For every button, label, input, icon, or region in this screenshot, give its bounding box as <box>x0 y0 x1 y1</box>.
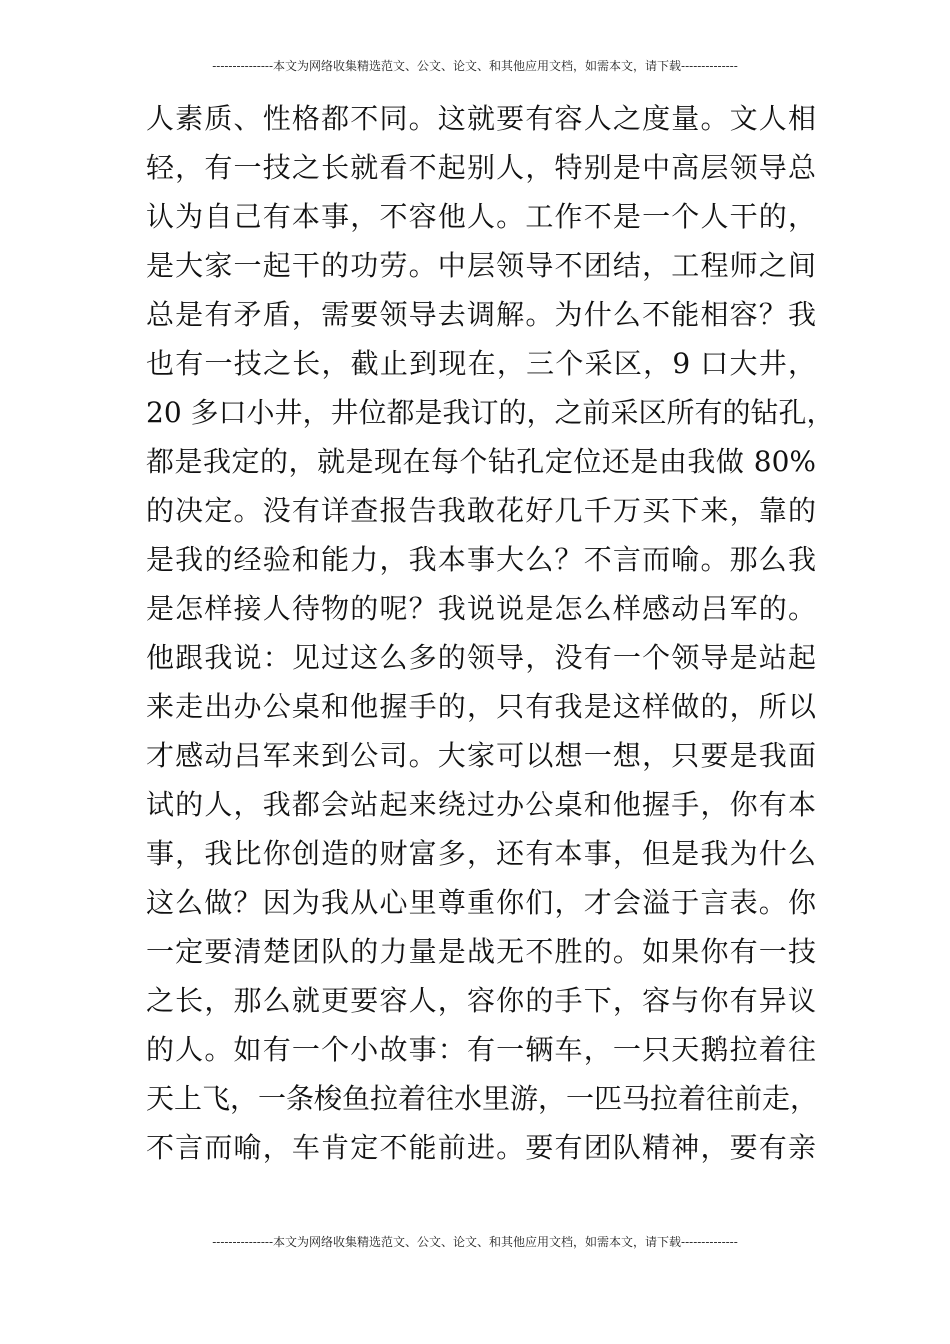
text-line: 是怎样接人待物的呢？我说说是怎么样感动吕军的。 <box>146 592 816 625</box>
text-line: 20 多口小井，井位都是我订的，之前采区所有的钻孔， <box>146 396 835 429</box>
text-line: 来走出办公桌和他握手的，只有我是这样做的，所以 <box>146 690 816 723</box>
text-line: 的人。如有一个小故事：有一辆车，一只天鹅拉着往 <box>146 1033 816 1066</box>
text-line: 都是我定的，就是现在每个钻孔定位还是由我做 80% <box>146 445 816 478</box>
page-header: ---------------本文为网络收集精选范文、公文、论文、和其他应用文档，如需本文，请下载-------------- <box>212 59 738 73</box>
text-line: 之长，那么就更要容人，容你的手下，容与你有异议 <box>146 984 816 1017</box>
text-line: 是我的经验和能力，我本事大么？不言而喻。那么我 <box>146 543 816 576</box>
text-line: 才感动吕军来到公司。大家可以想一想，只要是我面 <box>146 739 816 772</box>
text-line: 不言而喻，车肯定不能前进。要有团队精神，要有亲 <box>146 1131 816 1164</box>
text-line: 他跟我说：见过这么多的领导，没有一个领导是站起 <box>146 641 816 674</box>
text-line: 事，我比你创造的财富多，还有本事，但是我为什么 <box>146 837 816 870</box>
text-line: 认为自己有本事，不容他人。工作不是一个人干的， <box>146 200 816 233</box>
body-text <box>146 94 835 1172</box>
text-line: 天上飞，一条梭鱼拉着往水里游，一匹马拉着往前走， <box>146 1082 819 1115</box>
text-line: 总是有矛盾，需要领导去调解。为什么不能相容？我 <box>146 298 816 331</box>
text-line: 试的人，我都会站起来绕过办公桌和他握手，你有本 <box>146 788 816 821</box>
text-line: 人素质、性格都不同。这就要有容人之度量。文人相 <box>146 102 816 135</box>
page-footer: ---------------本文为网络收集精选范文、公文、论文、和其他应用文档，如需本文，请下载-------------- <box>212 1235 738 1249</box>
text-line: 的决定。没有详查报告我敢花好几千万买下来，靠的 <box>146 494 816 527</box>
text-line: 轻，有一技之长就看不起别人，特别是中高层领导总 <box>146 151 816 184</box>
text-line: 也有一技之长，截止到现在，三个采区，9 口大井， <box>146 347 816 380</box>
text-line: 一定要清楚团队的力量是战无不胜的。如果你有一技 <box>146 935 816 968</box>
text-line: 是大家一起干的功劳。中层领导不团结，工程师之间 <box>146 249 816 282</box>
text-line: 这么做？因为我从心里尊重你们，才会溢于言表。你 <box>146 886 816 919</box>
